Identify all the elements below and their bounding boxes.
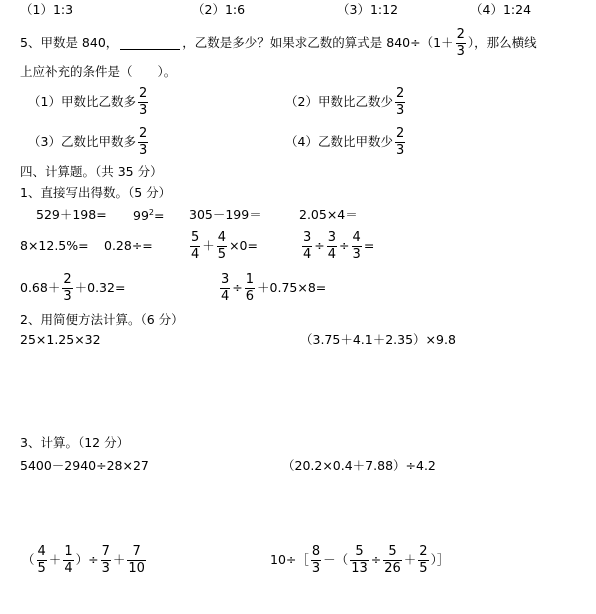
q5-option-1 [28, 86, 150, 118]
numerator: 4 [37, 543, 46, 559]
operator: = [363, 237, 375, 253]
numerator: 2 [395, 85, 405, 101]
term: 0.68＋ [20, 279, 61, 295]
numerator: 5 [355, 543, 364, 559]
option-label: （3）乙数比甲数多 [28, 133, 136, 149]
fraction [350, 545, 369, 575]
denominator: 3 [138, 142, 148, 158]
calc-529-198: 529＋198= [36, 207, 107, 222]
operator: ÷ [314, 237, 325, 253]
fraction [456, 28, 466, 58]
equals: = [154, 208, 165, 224]
expr-5400: 5400－2940÷28×27 [20, 458, 149, 473]
numerator: 2 [419, 543, 428, 559]
denominator: 26 [384, 560, 401, 576]
calc-99-squared [133, 209, 164, 223]
denominator: 3 [352, 246, 361, 262]
option-4-top: （4）1:24 [470, 2, 532, 17]
fraction [138, 127, 148, 157]
calc-0.68-plus-frac [20, 270, 125, 306]
operator: ＋ [112, 551, 126, 567]
fraction [245, 273, 255, 303]
denominator: 5 [217, 246, 227, 262]
calc-305-199: 305－199＝ [189, 207, 262, 222]
expr-25-1.25-32: 25×1.25×32 [20, 332, 101, 347]
numerator: 3 [303, 229, 312, 245]
calc-8-12.5pct: 8×12.5%= [20, 238, 89, 253]
fraction [352, 231, 362, 261]
denominator: 4 [221, 288, 230, 304]
question-5-line-2: 上应补充的条件是（ ）。 [20, 64, 177, 79]
denominator: 3 [138, 102, 148, 118]
fraction [62, 273, 72, 303]
denominator: 4 [64, 560, 73, 576]
numerator: 2 [138, 85, 148, 101]
denominator: 13 [351, 560, 368, 576]
paren: （ [22, 551, 35, 567]
fraction [383, 545, 402, 575]
denominator: 3 [456, 43, 465, 59]
q5-option-2 [285, 86, 407, 118]
expr-fraction-1 [22, 540, 148, 580]
q5-text-c: ），那么横线 [467, 34, 537, 50]
operator: ÷ [232, 279, 243, 295]
fraction [127, 545, 146, 575]
numerator: 1 [64, 543, 73, 559]
denominator: 4 [327, 246, 337, 262]
fraction [302, 231, 312, 261]
denominator: 3 [395, 102, 405, 118]
numerator: 5 [388, 543, 397, 559]
subsection-2-title: 2、用简便方法计算。（6 分） [20, 312, 184, 327]
calc-frac-sum-times-0 [188, 228, 258, 264]
q5-option-4 [285, 126, 407, 158]
operator: ＋ [202, 237, 215, 253]
fraction [37, 545, 47, 575]
operator: ）÷ [75, 551, 99, 567]
fraction [101, 545, 111, 575]
denominator: 4 [303, 246, 312, 262]
calc-2.05-4: 2.05×4＝ [299, 207, 358, 222]
operator: ＋ [403, 551, 417, 567]
denominator: 3 [63, 288, 72, 304]
answer-blank[interactable] [120, 37, 180, 50]
numerator: 4 [352, 229, 361, 245]
operator: ÷ [370, 551, 382, 567]
numerator: 2 [456, 26, 465, 42]
numerator: 7 [132, 543, 141, 559]
option-label: （2）甲数比乙数少 [285, 93, 393, 109]
fraction [63, 545, 73, 575]
numerator: 4 [217, 229, 227, 245]
denominator: 5 [37, 560, 46, 576]
denominator: 3 [311, 560, 321, 576]
section-4-title: 四、计算题。（共 35 分） [20, 164, 163, 179]
expr-sum-times-9.8: （3.75＋4.1＋2.35）×9.8 [300, 332, 456, 347]
subsection-1-title: 1、直接写出得数。（5 分） [20, 185, 172, 200]
denominator: 3 [101, 560, 110, 576]
operator: ×0= [229, 237, 258, 253]
operator: ＋ [48, 551, 62, 567]
term: 10÷［ [270, 551, 309, 567]
exponent: 2 [148, 208, 154, 217]
q5-option-3 [28, 126, 150, 158]
fraction [220, 273, 230, 303]
option-label: （1）甲数比乙数多 [28, 93, 136, 109]
option-3-top: （3）1:12 [337, 2, 399, 17]
term: ＋0.75×8= [257, 279, 327, 295]
option-2-top: （2）1:6 [192, 2, 246, 17]
option-label: （4）乙数比甲数少 [285, 133, 393, 149]
term: ）］ [430, 551, 450, 567]
numerator: 3 [221, 271, 230, 287]
numerator: 5 [191, 229, 200, 245]
operator: －（ [323, 551, 349, 567]
fraction [190, 231, 200, 261]
fraction [418, 545, 428, 575]
option-1-top: （1）1:3 [20, 2, 74, 17]
calc-frac-divisions [300, 228, 374, 264]
denominator: 5 [419, 560, 428, 576]
expr-20.2: （20.2×0.4＋7.88）÷4.2 [282, 458, 436, 473]
fraction [327, 231, 337, 261]
operator: ÷ [339, 237, 350, 253]
q5-text-b: ，乙数是多少？如果求乙数的算式是 840÷（1＋ [182, 34, 454, 50]
expr-fraction-2 [270, 540, 449, 580]
calc-0.28-div: 0.28÷= [104, 238, 153, 253]
denominator: 6 [245, 288, 255, 304]
denominator: 10 [128, 560, 145, 576]
q5-text-a: 5、甲数是 840， [20, 34, 119, 50]
numerator: 7 [101, 543, 110, 559]
question-5-line-1 [20, 26, 537, 60]
fraction [138, 87, 148, 117]
subsection-3-title: 3、计算。（12 分） [20, 435, 130, 450]
term: ＋0.32= [74, 279, 126, 295]
numerator: 3 [327, 229, 337, 245]
denominator: 4 [191, 246, 200, 262]
numerator: 2 [395, 125, 405, 141]
numerator: 2 [138, 125, 148, 141]
fraction [395, 87, 405, 117]
calc-frac-div-plus [218, 270, 326, 306]
numerator: 2 [63, 271, 72, 287]
denominator: 3 [395, 142, 405, 158]
base: 99 [133, 208, 149, 224]
numerator: 1 [245, 271, 255, 287]
numerator: 8 [311, 543, 321, 559]
fraction [311, 545, 321, 575]
fraction [395, 127, 405, 157]
fraction [217, 231, 227, 261]
